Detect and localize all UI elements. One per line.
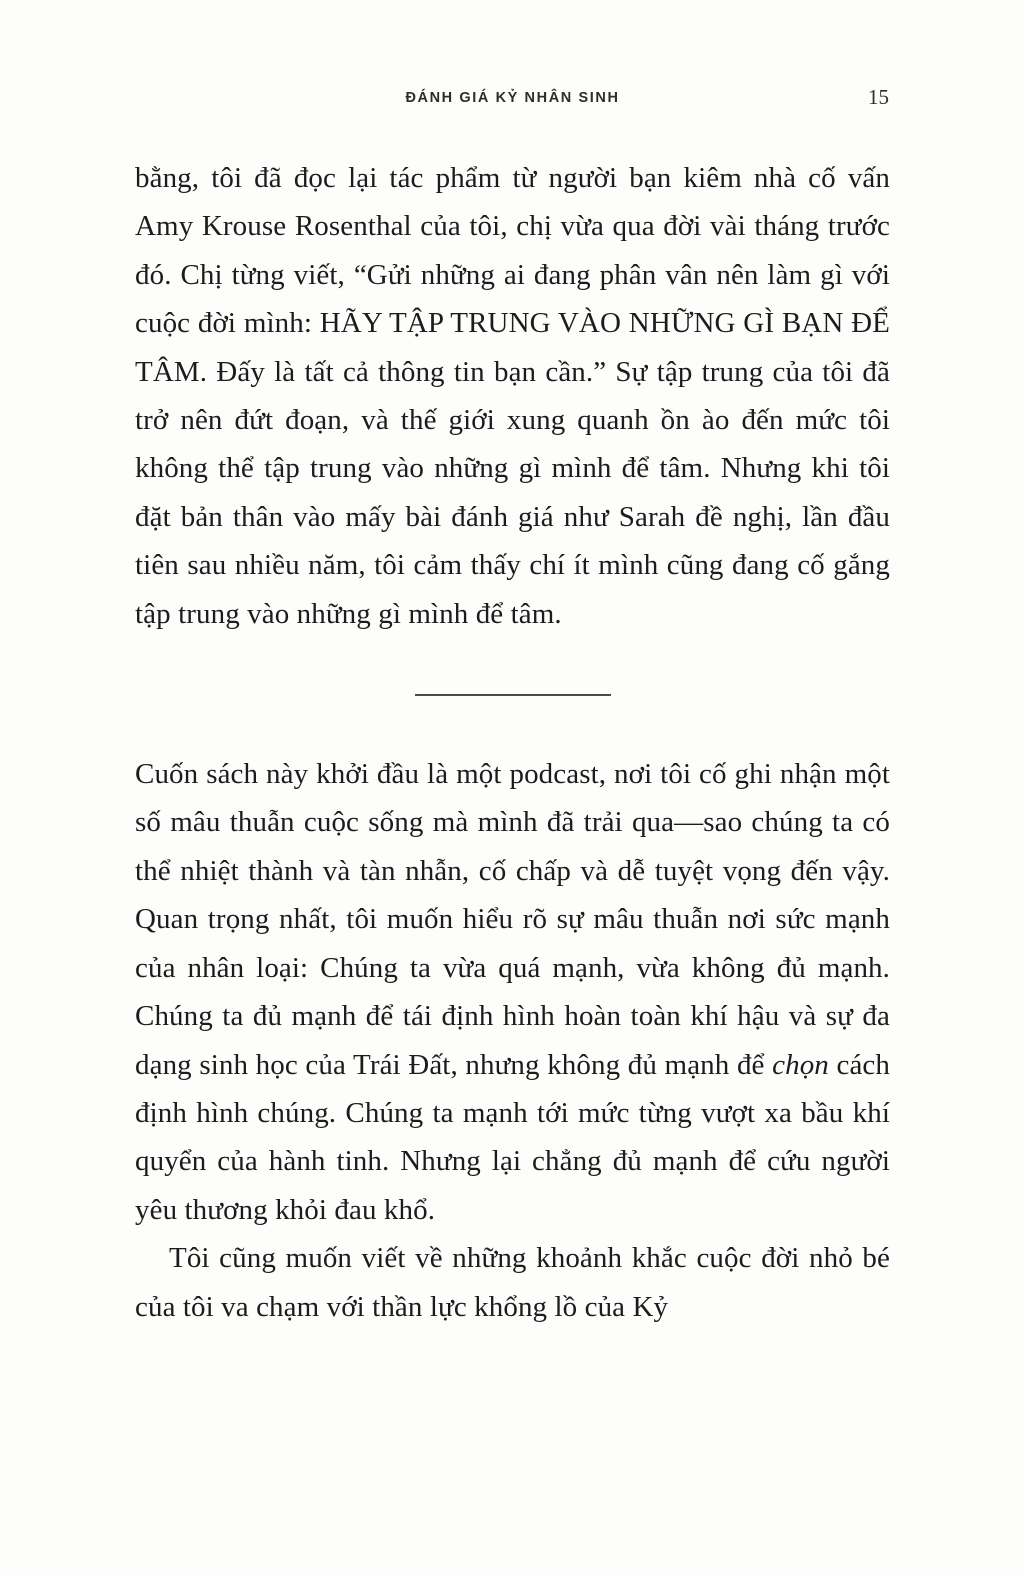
paragraph-2 [135, 750, 890, 1234]
running-head-title: ĐÁNH GIÁ KỶ NHÂN SINH [405, 90, 620, 106]
paragraph-3: Tôi cũng muốn viết về những khoảnh khắc cuộc đời nhỏ bé của tôi va chạm với thần lực khổng lồ của Kỷ [135, 1242, 890, 1323]
paragraph-2-text: Cuốn sách này khởi đầu là một podcast, nơi tôi cố ghi nhận một số mâu thuẫn cuộc sống mà mình đã trải qua—sao chúng ta có thể nhiệt thành và tàn nhẫn, cố chấp và dễ tuyệt vọng đến vậy. Quan trọng nhất, tôi muốn hiểu rõ sự mâu thuẫn nơi sức mạnh của nhân loại: Chúng ta vừa quá mạnh, vừa không đủ mạnh. Chúng ta đủ mạnh để tái định hình hoàn toàn khí hậu và sự đa dạng sinh học của Trái Đất, nhưng không đủ mạnh để [135, 758, 890, 1081]
italic-word: chọn [772, 1048, 829, 1081]
paragraph-1: bằng, tôi đã đọc lại tác phẩm từ người bạn kiêm nhà cố vấn Amy Krouse Rosenthal của tôi, chị vừa qua đời vài tháng trước đó. Chị từng viết, “Gửi những ai đang phân vân nên làm gì với cuộc đời mình: HÃY TẬP TRUNG VÀO NHỮNG GÌ BẠN ĐỂ TÂM. Đấy là tất cả thông tin bạn cần.” Sự tập trung của tôi đã trở nên đứt đoạn, và thế giới xung quanh ồn ào đến mức tôi không thể tập trung vào những gì mình để tâm. Nhưng khi tôi đặt bản thân vào mấy bài đánh giá như Sarah đề nghị, lần đầu tiên sau nhiều năm, tôi cảm thấy chí ít mình cũng đang cố gắng tập trung vào những gì mình để tâm. [135, 162, 890, 630]
page-header [135, 85, 890, 112]
page-body [135, 154, 890, 1331]
section-divider [415, 694, 611, 696]
page-number: 15 [868, 85, 889, 109]
paragraph-2-text-after: cách định hình chúng. Chúng ta mạnh tới mức từng vượt xa bầu khí quyển của hành tinh. Nhưng lại chẳng đủ mạnh để cứu người yêu thương khỏi đau khổ. [135, 1048, 891, 1226]
